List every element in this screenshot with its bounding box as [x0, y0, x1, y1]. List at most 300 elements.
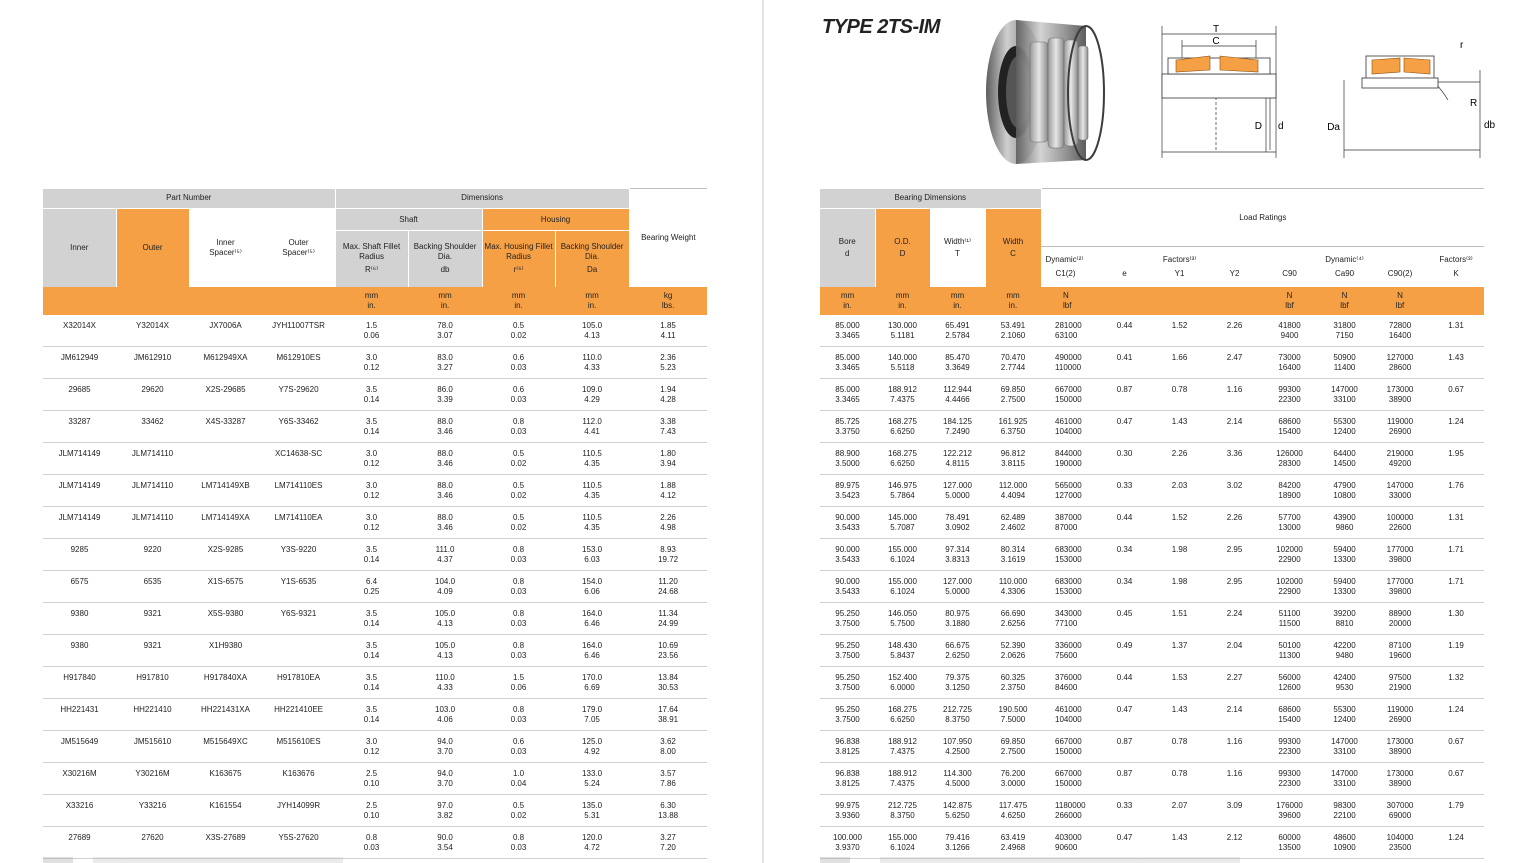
table-row — [820, 315, 1484, 347]
cell-b1: 47900 10800 — [1317, 474, 1372, 506]
cell-db1: 97.0 3.82 — [408, 794, 482, 826]
cell-c1: 66.690 2.6256 — [985, 602, 1041, 634]
cell-t1: 107.950 4.2500 — [930, 730, 985, 762]
cell-e: 0.87 — [1097, 730, 1152, 762]
cell-r1: 3.5 0.14 — [335, 634, 408, 666]
label-R: R — [1470, 98, 1478, 109]
cell-y2: 1.16 — [1207, 762, 1262, 794]
cell-da1: 110.5 4.35 — [555, 474, 629, 506]
cell-d1: 90.000 3.5433 — [820, 506, 875, 538]
cell-hr1: 0.8 0.03 — [482, 826, 555, 858]
cell-a1: 51100 11500 — [1262, 602, 1317, 634]
bearing-illustration — [982, 16, 1114, 168]
cell-a1: 102000 22900 — [1262, 570, 1317, 602]
cell-ispacer: LM714149XA — [189, 506, 262, 538]
cell-da1: 110.0 4.33 — [555, 346, 629, 378]
cell-db1: 88.0 3.46 — [408, 506, 482, 538]
cell-outer: JM612910 — [116, 346, 189, 378]
cell-y2: 2.95 — [1207, 570, 1262, 602]
col-ca90: Dynamic⁽⁴⁾ Ca90 — [1317, 247, 1372, 287]
cell-b1: 59400 13300 — [1317, 538, 1372, 570]
cell-w1: 3.27 7.20 — [629, 826, 707, 858]
unit-mm-in: mm in. — [335, 287, 408, 315]
cell-w1: 13.84 30.53 — [629, 666, 707, 698]
cell-d1: 88.900 3.5000 — [820, 442, 875, 474]
cell-ispacer: LM714149XB — [189, 474, 262, 506]
cell-a1: 60000 13500 — [1262, 826, 1317, 858]
cell-ospacer: JYH11007TSR — [262, 315, 335, 347]
cell-y1: 1.98 — [1152, 538, 1207, 570]
label-db: db — [1484, 120, 1496, 131]
cell-g1: 177000 39800 — [1372, 570, 1428, 602]
cell-y1: 1.52 — [1152, 506, 1207, 538]
cell-r1: 2.5 0.10 — [335, 794, 408, 826]
part-number-table — [43, 188, 707, 859]
cell-c1: 62.489 2.4602 — [985, 506, 1041, 538]
cell-outer: Y33216 — [116, 794, 189, 826]
cell-inner: JM612949 — [43, 346, 116, 378]
cell-db1: 88.0 3.46 — [408, 474, 482, 506]
cell-e: 0.44 — [1097, 506, 1152, 538]
cell-e: 0.44 — [1097, 315, 1152, 347]
cell-b1: 147000 33100 — [1317, 762, 1372, 794]
table-row — [43, 346, 707, 378]
table-row — [43, 410, 707, 442]
col-max-shaft-fillet: Max. Shaft Fillet Radius R⁽⁶⁾ — [335, 231, 408, 287]
cell-ispacer: M515649XC — [189, 730, 262, 762]
table-row — [820, 378, 1484, 410]
cell-e: 0.47 — [1097, 410, 1152, 442]
col-y2: Y2 — [1207, 247, 1262, 287]
cell-y2: 3.09 — [1207, 794, 1262, 826]
table-row — [43, 506, 707, 538]
cell-o1: 168.275 6.6250 — [875, 698, 930, 730]
cell-k: 1.95 — [1428, 442, 1484, 474]
cell-ospacer: LM714110ES — [262, 474, 335, 506]
cell-outer: JM515610 — [116, 730, 189, 762]
cell-hr1: 0.8 0.03 — [482, 570, 555, 602]
cell-y2: 2.12 — [1207, 826, 1262, 858]
cell-o1: 155.000 6.1024 — [875, 570, 930, 602]
table-row — [43, 570, 707, 602]
cell-k: 1.24 — [1428, 410, 1484, 442]
unit-n-lbf: N lbf — [1041, 287, 1097, 315]
cell-d1: 85.000 3.3465 — [820, 378, 875, 410]
cell-w1: 3.38 7.43 — [629, 410, 707, 442]
cross-section-diagram — [1154, 22, 1314, 160]
cell-b1: 39200 8810 — [1317, 602, 1372, 634]
col-inner: Inner — [43, 209, 116, 287]
cell-g1: 88900 20000 — [1372, 602, 1428, 634]
cell-o1: 146.050 5.7500 — [875, 602, 930, 634]
cell-w1: 3.62 8.00 — [629, 730, 707, 762]
cell-ispacer: M612949XA — [189, 346, 262, 378]
cell-o1: 140.000 5.5118 — [875, 346, 930, 378]
cell-c1: 53.491 2.1060 — [985, 315, 1041, 347]
table-row — [820, 826, 1484, 858]
table-row — [43, 730, 707, 762]
cell-ospacer: K163676 — [262, 762, 335, 794]
footnote-fragment — [43, 857, 343, 863]
cell-o1: 212.725 8.3750 — [875, 794, 930, 826]
table-row — [43, 378, 707, 410]
cell-t1: 80.975 3.1880 — [930, 602, 985, 634]
mounting-diagram — [1327, 30, 1500, 160]
table-row — [820, 506, 1484, 538]
col-c90: C90 — [1262, 247, 1317, 287]
cell-g1: 72800 16400 — [1372, 315, 1428, 347]
cell-o1: 146.975 5.7864 — [875, 474, 930, 506]
cell-hr1: 0.5 0.02 — [482, 442, 555, 474]
cell-da1: 170.0 6.69 — [555, 666, 629, 698]
cell-ospacer: Y6S-9321 — [262, 602, 335, 634]
cell-y1: 1.98 — [1152, 570, 1207, 602]
cell-y1: 0.78 — [1152, 378, 1207, 410]
cell-w1: 8.93 19.72 — [629, 538, 707, 570]
cell-k: 0.67 — [1428, 762, 1484, 794]
cell-hr1: 0.5 0.02 — [482, 794, 555, 826]
cell-w1: 1.94 4.28 — [629, 378, 707, 410]
cell-ospacer: Y6S-33462 — [262, 410, 335, 442]
cell-g1: 219000 49200 — [1372, 442, 1428, 474]
cell-b1: 42200 9480 — [1317, 634, 1372, 666]
unit-mm-in: mm in. — [408, 287, 482, 315]
col-outer-spacer: Outer Spacer⁽⁵⁾ — [262, 209, 335, 287]
cell-ospacer: HH221410EE — [262, 698, 335, 730]
cell-da1: 105.0 4.13 — [555, 315, 629, 347]
label-r: r — [1460, 40, 1464, 51]
table-row — [820, 634, 1484, 666]
col-width-t: Width⁽¹⁾ T — [930, 209, 985, 287]
cell-dy1: 683000 153000 — [1041, 570, 1097, 602]
cell-r1: 3.5 0.14 — [335, 602, 408, 634]
cell-w1: 11.34 24.99 — [629, 602, 707, 634]
cell-outer: 6535 — [116, 570, 189, 602]
cell-y2: 3.02 — [1207, 474, 1262, 506]
cell-k: 1.19 — [1428, 634, 1484, 666]
table-row — [43, 315, 707, 347]
cell-g1: 97500 21900 — [1372, 666, 1428, 698]
cell-y1: 1.53 — [1152, 666, 1207, 698]
cell-da1: 109.0 4.29 — [555, 378, 629, 410]
cell-r1: 3.5 0.14 — [335, 698, 408, 730]
cell-y2: 2.04 — [1207, 634, 1262, 666]
cell-d1: 95.250 3.7500 — [820, 634, 875, 666]
cell-t1: 122.212 4.8115 — [930, 442, 985, 474]
col-e: e — [1097, 247, 1152, 287]
cell-w1: 1.80 3.94 — [629, 442, 707, 474]
cell-outer: JLM714110 — [116, 474, 189, 506]
cell-b1: 59400 13300 — [1317, 570, 1372, 602]
table-row — [820, 602, 1484, 634]
cell-ispacer: X2S-9285 — [189, 538, 262, 570]
table-row — [43, 698, 707, 730]
cell-inner: X30216M — [43, 762, 116, 794]
table-row — [820, 762, 1484, 794]
cell-e: 0.34 — [1097, 538, 1152, 570]
cell-outer: 27620 — [116, 826, 189, 858]
cell-w1: 2.36 5.23 — [629, 346, 707, 378]
cell-e: 0.30 — [1097, 442, 1152, 474]
cell-a1: 84200 18900 — [1262, 474, 1317, 506]
bearing-weight-header: Bearing Weight — [629, 189, 707, 287]
cell-dy1: 343000 77100 — [1041, 602, 1097, 634]
cell-dy1: 281000 63100 — [1041, 315, 1097, 347]
col-backing-housing: Backing Shoulder Dia. Da — [555, 231, 629, 287]
cell-dy1: 387000 87000 — [1041, 506, 1097, 538]
cell-k: 1.79 — [1428, 794, 1484, 826]
cell-c1: 190.500 7.5000 — [985, 698, 1041, 730]
cell-db1: 103.0 4.06 — [408, 698, 482, 730]
cell-y2: 2.24 — [1207, 602, 1262, 634]
cell-inner: JLM714149 — [43, 442, 116, 474]
cell-a1: 50100 11300 — [1262, 634, 1317, 666]
cell-hr1: 0.8 0.03 — [482, 602, 555, 634]
cell-t1: 112.944 4.4466 — [930, 378, 985, 410]
group-load-ratings: Load Ratings — [1041, 189, 1484, 247]
table-row — [820, 698, 1484, 730]
cell-da1: 135.0 5.31 — [555, 794, 629, 826]
cell-db1: 105.0 4.13 — [408, 634, 482, 666]
col-od: O.D. D — [875, 209, 930, 287]
cell-c1: 63.419 2.4968 — [985, 826, 1041, 858]
cell-y1: 1.66 — [1152, 346, 1207, 378]
cell-t1: 78.491 3.0902 — [930, 506, 985, 538]
unit-row — [43, 287, 707, 315]
cell-y1: 2.03 — [1152, 474, 1207, 506]
cell-inner: JM515649 — [43, 730, 116, 762]
cell-hr1: 1.0 0.04 — [482, 762, 555, 794]
cell-ispacer: HH221431XA — [189, 698, 262, 730]
cell-a1: 102000 22900 — [1262, 538, 1317, 570]
cell-e: 0.87 — [1097, 378, 1152, 410]
col-c902: C90(2) — [1372, 247, 1428, 287]
cell-e: 0.41 — [1097, 346, 1152, 378]
cell-ospacer: Y1S-6535 — [262, 570, 335, 602]
cell-b1: 50900 11400 — [1317, 346, 1372, 378]
unit-mm-in: mm in. — [930, 287, 985, 315]
col-max-housing-fillet: Max. Housing Fillet Radius r⁽⁶⁾ — [482, 231, 555, 287]
cell-hr1: 0.8 0.03 — [482, 698, 555, 730]
footnote-fragment — [820, 857, 1240, 863]
cell-dy1: 683000 153000 — [1041, 538, 1097, 570]
cell-inner: 27689 — [43, 826, 116, 858]
cell-a1: 176000 39600 — [1262, 794, 1317, 826]
unit-mm-in: mm in. — [482, 287, 555, 315]
cell-outer: 9321 — [116, 634, 189, 666]
cell-c1: 110.000 4.3306 — [985, 570, 1041, 602]
cell-dy1: 403000 90600 — [1041, 826, 1097, 858]
cell-d1: 96.838 3.8125 — [820, 762, 875, 794]
cell-e: 0.49 — [1097, 634, 1152, 666]
cell-ispacer — [189, 442, 262, 474]
cell-o1: 148.430 5.8437 — [875, 634, 930, 666]
cell-b1: 98300 22100 — [1317, 794, 1372, 826]
cell-ispacer: X2S-29685 — [189, 378, 262, 410]
label-D: D — [1254, 121, 1262, 132]
label-d: d — [1278, 121, 1284, 132]
cell-c1: 76.200 3.0000 — [985, 762, 1041, 794]
cell-a1: 57700 13000 — [1262, 506, 1317, 538]
cell-g1: 177000 39800 — [1372, 538, 1428, 570]
cell-a1: 68600 15400 — [1262, 698, 1317, 730]
cell-ospacer: M515610ES — [262, 730, 335, 762]
col-factors-k: Factors⁽³⁾ K — [1428, 247, 1484, 287]
cell-k: 1.76 — [1428, 474, 1484, 506]
right-page — [764, 0, 1518, 863]
cell-b1: 31800 7150 — [1317, 315, 1372, 347]
cell-t1: 184.125 7.2490 — [930, 410, 985, 442]
cell-c1: 96.812 3.8115 — [985, 442, 1041, 474]
table-row — [43, 762, 707, 794]
cell-g1: 307000 69000 — [1372, 794, 1428, 826]
cell-o1: 152.400 6.0000 — [875, 666, 930, 698]
cell-outer: 33462 — [116, 410, 189, 442]
cell-c1: 80.314 3.1619 — [985, 538, 1041, 570]
label-T: T — [1212, 24, 1220, 35]
cell-t1: 65.491 2.5784 — [930, 315, 985, 347]
cell-w1: 3.57 7.86 — [629, 762, 707, 794]
cell-d1: 90.000 3.5433 — [820, 570, 875, 602]
cell-hr1: 0.6 0.03 — [482, 730, 555, 762]
cell-c1: 69.850 2.7500 — [985, 730, 1041, 762]
cell-k: 1.31 — [1428, 506, 1484, 538]
cell-outer: 29620 — [116, 378, 189, 410]
cell-ispacer: JX7006A — [189, 315, 262, 347]
cell-c1: 117.475 4.6250 — [985, 794, 1041, 826]
cell-ispacer: X4S-33287 — [189, 410, 262, 442]
cell-c1: 60.325 2.3750 — [985, 666, 1041, 698]
cell-b1: 55300 12400 — [1317, 410, 1372, 442]
cell-ospacer: Y7S-29620 — [262, 378, 335, 410]
cell-db1: 88.0 3.46 — [408, 410, 482, 442]
cell-a1: 41800 9400 — [1262, 315, 1317, 347]
cell-ospacer — [262, 634, 335, 666]
cell-ispacer: K161554 — [189, 794, 262, 826]
table-row — [43, 538, 707, 570]
cell-da1: 133.0 5.24 — [555, 762, 629, 794]
cell-y2: 2.95 — [1207, 538, 1262, 570]
cell-k: 0.67 — [1428, 730, 1484, 762]
cell-ispacer: X1S-6575 — [189, 570, 262, 602]
cell-t1: 79.375 3.1250 — [930, 666, 985, 698]
cell-b1: 147000 33100 — [1317, 378, 1372, 410]
cell-w1: 1.88 4.12 — [629, 474, 707, 506]
cell-b1: 42400 9530 — [1317, 666, 1372, 698]
cell-inner: X32014X — [43, 315, 116, 347]
group-bearing-dimensions: Bearing Dimensions — [820, 189, 1041, 209]
cell-r1: 3.0 0.12 — [335, 730, 408, 762]
cell-outer: HH221410 — [116, 698, 189, 730]
cell-d1: 89.975 3.5423 — [820, 474, 875, 506]
cell-y2: 3.36 — [1207, 442, 1262, 474]
cell-ispacer: X5S-9380 — [189, 602, 262, 634]
unit-mm-in: mm in. — [820, 287, 875, 315]
cell-g1: 87100 19600 — [1372, 634, 1428, 666]
group-shaft: Shaft — [335, 209, 482, 231]
cell-t1: 79.416 3.1266 — [930, 826, 985, 858]
cell-y1: 0.78 — [1152, 730, 1207, 762]
cell-r1: 3.5 0.14 — [335, 378, 408, 410]
cell-a1: 56000 12600 — [1262, 666, 1317, 698]
cell-g1: 173000 38900 — [1372, 378, 1428, 410]
cell-dy1: 336000 75600 — [1041, 634, 1097, 666]
table-row — [43, 602, 707, 634]
cell-g1: 119000 26900 — [1372, 410, 1428, 442]
table-row — [43, 474, 707, 506]
cell-w1: 10.69 23.56 — [629, 634, 707, 666]
cell-outer: JLM714110 — [116, 442, 189, 474]
cell-b1: 147000 33100 — [1317, 730, 1372, 762]
cell-ospacer: XC14638-SC — [262, 442, 335, 474]
cell-r1: 3.0 0.12 — [335, 346, 408, 378]
cell-k: 1.24 — [1428, 826, 1484, 858]
cell-y2: 2.26 — [1207, 315, 1262, 347]
cell-hr1: 0.6 0.03 — [482, 346, 555, 378]
cell-outer: Y30216M — [116, 762, 189, 794]
cell-d1: 95.250 3.7500 — [820, 602, 875, 634]
cell-ispacer: K163675 — [189, 762, 262, 794]
cell-ispacer: X1H9380 — [189, 634, 262, 666]
cell-g1: 173000 38900 — [1372, 730, 1428, 762]
cell-a1: 68600 15400 — [1262, 410, 1317, 442]
unit-kg-lbs: kg lbs. — [629, 287, 707, 315]
cell-k: 1.71 — [1428, 538, 1484, 570]
cell-y2: 1.16 — [1207, 378, 1262, 410]
cell-k: 0.67 — [1428, 378, 1484, 410]
cell-da1: 164.0 6.46 — [555, 602, 629, 634]
cell-inner: JLM714149 — [43, 506, 116, 538]
cell-hr1: 0.8 0.03 — [482, 538, 555, 570]
cell-o1: 130.000 5.1181 — [875, 315, 930, 347]
cell-o1: 145.000 5.7087 — [875, 506, 930, 538]
cell-da1: 110.5 4.35 — [555, 442, 629, 474]
col-outer: Outer — [116, 209, 189, 287]
unit-n-lbf: N lbf — [1317, 287, 1372, 315]
table-row — [43, 442, 707, 474]
cell-d1: 95.250 3.7500 — [820, 698, 875, 730]
cell-d1: 85.000 3.3465 — [820, 315, 875, 347]
col-factors-y1: Factors⁽³⁾ Y1 — [1152, 247, 1207, 287]
cell-t1: 66.675 2.6250 — [930, 634, 985, 666]
cell-e: 0.33 — [1097, 794, 1152, 826]
cell-o1: 155.000 6.1024 — [875, 538, 930, 570]
cell-b1: 64400 14500 — [1317, 442, 1372, 474]
cell-r1: 3.0 0.12 — [335, 506, 408, 538]
cell-d1: 99.975 3.9360 — [820, 794, 875, 826]
cell-r1: 0.8 0.03 — [335, 826, 408, 858]
cell-db1: 78.0 3.07 — [408, 315, 482, 347]
cell-db1: 86.0 3.39 — [408, 378, 482, 410]
cell-inner: 9380 — [43, 634, 116, 666]
cell-y1: 1.37 — [1152, 634, 1207, 666]
table-row — [43, 794, 707, 826]
type-title: TYPE 2TS-IM — [822, 16, 940, 38]
cell-ospacer: LM714110EA — [262, 506, 335, 538]
cell-outer: H917810 — [116, 666, 189, 698]
cell-a1: 73000 16400 — [1262, 346, 1317, 378]
cell-y1: 1.51 — [1152, 602, 1207, 634]
cell-d1: 96.838 3.8125 — [820, 730, 875, 762]
cell-dy1: 376000 84600 — [1041, 666, 1097, 698]
cell-da1: 120.0 4.72 — [555, 826, 629, 858]
cell-d1: 95.250 3.7500 — [820, 666, 875, 698]
cell-d1: 90.000 3.5433 — [820, 538, 875, 570]
cell-dy1: 461000 104000 — [1041, 698, 1097, 730]
unit-mm-in: mm in. — [555, 287, 629, 315]
cell-d1: 85.000 3.3465 — [820, 346, 875, 378]
cell-r1: 3.5 0.14 — [335, 410, 408, 442]
